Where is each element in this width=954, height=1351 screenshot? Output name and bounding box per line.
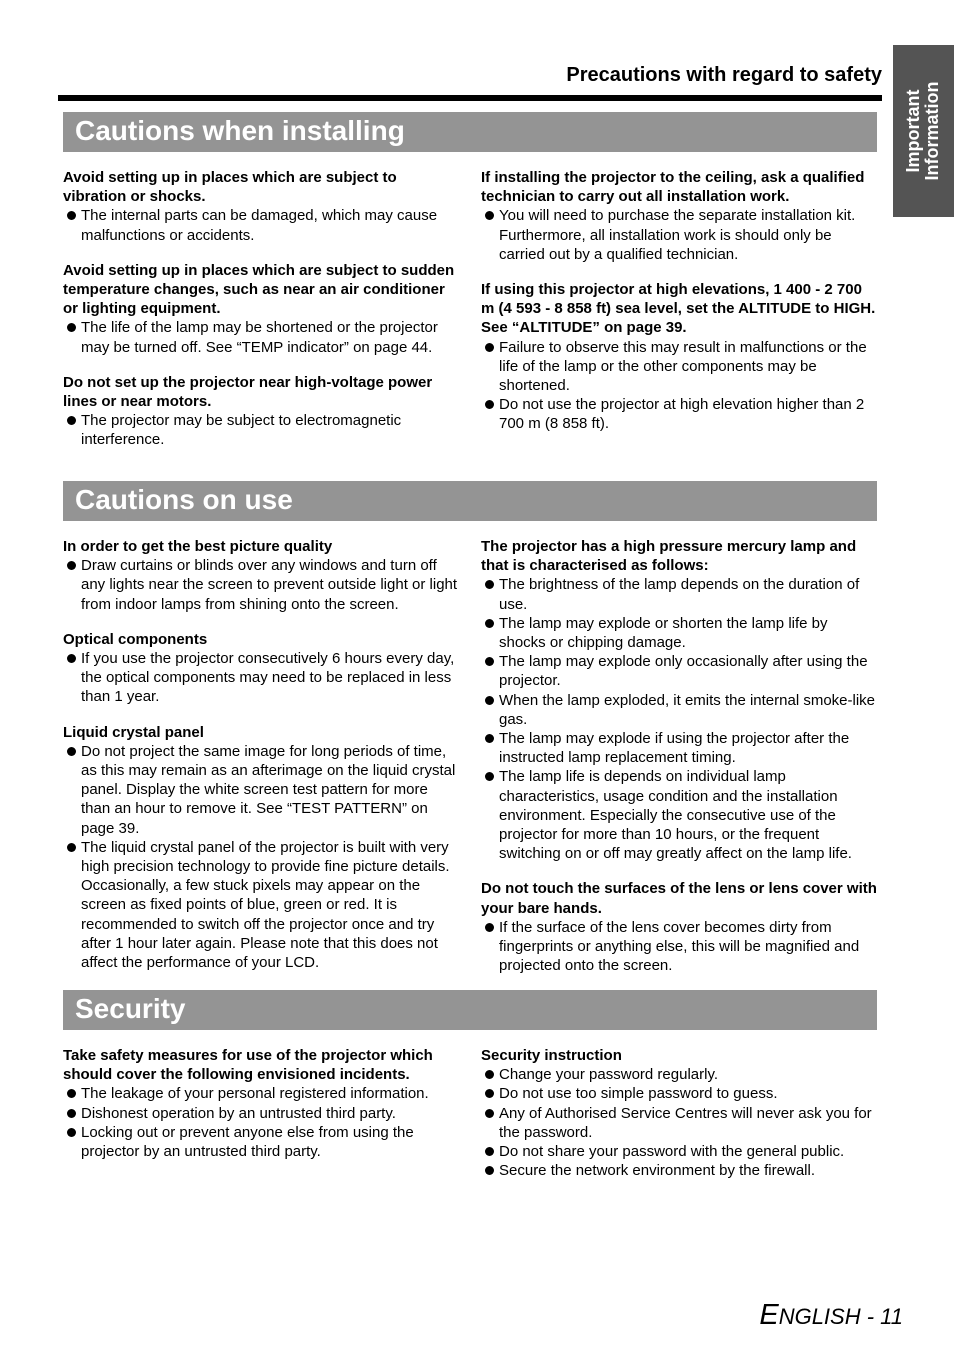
bullet-icon: [485, 580, 494, 589]
list-item: [63, 1123, 460, 1161]
bullet-list: [481, 1065, 878, 1180]
side-tab-line2: Information: [922, 81, 942, 181]
bullet-icon: [67, 561, 76, 570]
bullet-icon: [485, 1166, 494, 1175]
list-item-text: You will need to purchase the separate installation kit. Furthermore, all installation work is should only be carried out by a qualified technician.: [499, 207, 856, 263]
list-item: [481, 395, 878, 433]
text-block: [63, 537, 460, 614]
list-item-text: Draw curtains or blinds over any windows and turn off any lights near the screen to prevent outside light or light from indoor lamps from shining onto the screen.: [81, 557, 458, 613]
list-item: [481, 1065, 878, 1084]
bullet-icon: [485, 343, 494, 352]
section-title-installing: Cautions when installing: [63, 112, 877, 152]
list-item-text: Secure the network environment by the firewall.: [499, 1162, 815, 1180]
list-item: [63, 649, 460, 707]
bullet-icon: [485, 923, 494, 932]
list-item-text: The lamp may explode or shorten the lamp life by shocks or chipping damage.: [499, 614, 828, 652]
bullet-icon: [485, 657, 494, 666]
bullet-icon: [485, 696, 494, 705]
footer-initial: E: [759, 1299, 779, 1331]
list-item-text: Do not use too simple password to guess.: [499, 1085, 778, 1103]
bullet-list: [481, 575, 878, 863]
header-rule: [58, 95, 882, 101]
side-tab: [893, 45, 954, 217]
block-heading: If installing the projector to the ceiling, ask a qualified technician to carry out all installation work.: [481, 169, 865, 206]
list-item-text: The lamp may explode if using the projector after the instructed lamp replacement timing.: [499, 730, 850, 767]
list-item: [63, 1084, 460, 1103]
list-item-text: Do not project the same image for long periods of time, as this may remain as an afterimage on the liquid crystal panel. Display the white screen test pattern for more than an hour to remove it. See “TEST PATTERN” on page 39.: [81, 742, 456, 837]
text-block: [481, 1046, 878, 1180]
list-item: [481, 1084, 878, 1103]
security-left-column: [63, 1046, 460, 1177]
list-item: [481, 767, 878, 863]
page-header-title: Precautions with regard to safety: [566, 64, 882, 86]
list-item: [481, 206, 878, 264]
bullet-list: [63, 318, 460, 356]
list-item: [481, 1142, 878, 1161]
block-heading: In order to get the best picture quality: [63, 538, 333, 555]
block-heading: Do not set up the projector near high-voltage power lines or near motors.: [63, 373, 433, 411]
bullet-icon: [67, 654, 76, 663]
text-block: [63, 723, 460, 973]
block-heading: Optical components: [63, 630, 208, 648]
list-item-text: Change your password regularly.: [499, 1066, 719, 1084]
bullet-icon: [67, 416, 76, 425]
list-item-text: The leakage of your personal registered information.: [81, 1085, 429, 1103]
bullet-icon: [485, 1089, 494, 1098]
bullet-icon: [67, 1089, 76, 1098]
block-heading: The projector has a high pressure mercury lamp and that is characterised as follows:: [481, 538, 857, 575]
list-item-text: If the surface of the lens cover becomes dirty from fingerprints or anything else, this will be magnified and projected onto the screen.: [499, 918, 860, 975]
list-item-text: Failure to observe this may result in malfunctions or the life of the lamp or the other components may be shortened.: [499, 338, 867, 395]
text-block: [481, 280, 878, 434]
list-item: [481, 652, 878, 690]
text-block: [481, 879, 878, 975]
bullet-icon: [67, 323, 76, 332]
list-item-text: Do not use the projector at high elevation higher than 2 700 m (8 858 ft).: [499, 396, 865, 433]
list-item: [63, 1104, 460, 1123]
list-item: [63, 742, 460, 838]
list-item-text: The lamp may explode only occasionally after using the projector.: [499, 653, 868, 690]
installing-right-column: [481, 168, 878, 450]
list-item: [481, 575, 878, 613]
text-block: [481, 168, 878, 264]
security-right-column: [481, 1046, 878, 1196]
bullet-list: [481, 918, 878, 976]
list-item-text: The life of the lamp may be shortened or the projector may be turned off. See “TEMP indicator” on page 44.: [81, 319, 438, 356]
block-heading: Avoid setting up in places which are subject to vibration or shocks.: [63, 169, 397, 206]
footer-text: NGLISH - 11: [778, 1304, 903, 1329]
list-item: [481, 918, 878, 976]
bullet-list: [481, 338, 878, 434]
bullet-icon: [67, 747, 76, 756]
list-item: [63, 411, 460, 449]
text-block: [63, 261, 460, 357]
list-item: [481, 338, 878, 396]
bullet-icon: [485, 1109, 494, 1118]
bullet-icon: [485, 1070, 494, 1079]
bullet-list: [481, 206, 878, 264]
bullet-list: [63, 556, 460, 614]
bullet-icon: [485, 400, 494, 409]
bullet-list: [63, 1084, 460, 1161]
bullet-icon: [485, 619, 494, 628]
text-block: [63, 630, 460, 707]
list-item-text: Locking out or prevent anyone else from using the projector by an untrusted third party.: [81, 1123, 414, 1161]
bullet-list: [63, 206, 460, 244]
list-item-text: The projector may be subject to electromagnetic interference.: [81, 412, 402, 449]
bullet-icon: [67, 843, 76, 852]
bullet-icon: [485, 734, 494, 743]
page-footer: [600, 1300, 903, 1332]
side-tab-line1: Important: [903, 89, 923, 173]
text-block: [63, 1046, 460, 1161]
bullet-icon: [485, 211, 494, 220]
text-block: [63, 168, 460, 245]
list-item: [481, 1161, 878, 1180]
section-title-use: Cautions on use: [63, 481, 877, 521]
bullet-icon: [485, 1147, 494, 1156]
bullet-list: [63, 649, 460, 707]
list-item: [481, 691, 878, 729]
list-item-text: Do not share your password with the general public.: [499, 1143, 845, 1161]
use-right-column: [481, 537, 878, 991]
bullet-icon: [67, 1128, 76, 1137]
text-block: [63, 373, 460, 450]
list-item: [63, 556, 460, 614]
bullet-list: [63, 411, 460, 449]
bullet-icon: [67, 1109, 76, 1118]
list-item-text: Dishonest operation by an untrusted third party.: [81, 1104, 396, 1122]
block-heading: Take safety measures for use of the projector which should cover the following envisioned incidents.: [63, 1047, 433, 1084]
list-item: [63, 318, 460, 356]
list-item-text: Any of Authorised Service Centres will never ask you for the password.: [499, 1104, 872, 1141]
section-title-security: Security: [63, 990, 877, 1030]
list-item: [481, 729, 878, 767]
bullet-icon: [485, 772, 494, 781]
list-item-text: The liquid crystal panel of the projector is built with very high precision technology to provide fine picture details. Occasionally, a few stuck pixels may appear on the screen as fixed points of blue, green or red. It is recommended to switch off the projector once and try after 1 hour later again. Please note that this does not affect the performance of your LCD.: [81, 838, 450, 972]
list-item: [481, 1104, 878, 1142]
side-tab-label: [904, 82, 942, 181]
installing-left-column: [63, 168, 460, 466]
bullet-icon: [67, 211, 76, 220]
block-heading: Liquid crystal panel: [63, 723, 204, 741]
list-item: [481, 614, 878, 652]
bullet-list: [63, 742, 460, 972]
list-item-text: The lamp life is depends on individual lamp characteristics, usage condition and the installation environment. Especially the consecutive use of the projector for more than 10 hours, or the frequent switching on or off may greatly affect on the lamp life.: [499, 768, 852, 863]
list-item: [63, 206, 460, 244]
block-heading: If using this projector at high elevations, 1 400 - 2 700 m (4 593 - 8 858 ft) sea level, set the ALTITUDE to HIGH. See “ALTITUDE” on page 39.: [481, 281, 876, 337]
block-heading: Avoid setting up in places which are subject to sudden temperature changes, such as near an air conditioner or lighting equipment.: [63, 261, 455, 318]
list-item-text: The brightness of the lamp depends on the duration of use.: [499, 576, 860, 613]
use-left-column: [63, 537, 460, 988]
list-item-text: When the lamp exploded, it emits the internal smoke-like gas.: [499, 691, 876, 728]
list-item-text: If you use the projector consecutively 6 hours every day, the optical components may need to be replaced in less than 1 year.: [81, 650, 455, 706]
list-item: [63, 838, 460, 972]
block-heading: Security instruction: [481, 1047, 622, 1064]
block-heading: Do not touch the surfaces of the lens or lens cover with your bare hands.: [481, 880, 877, 917]
list-item-text: The internal parts can be damaged, which may cause malfunctions or accidents.: [81, 207, 438, 244]
text-block: [481, 537, 878, 863]
